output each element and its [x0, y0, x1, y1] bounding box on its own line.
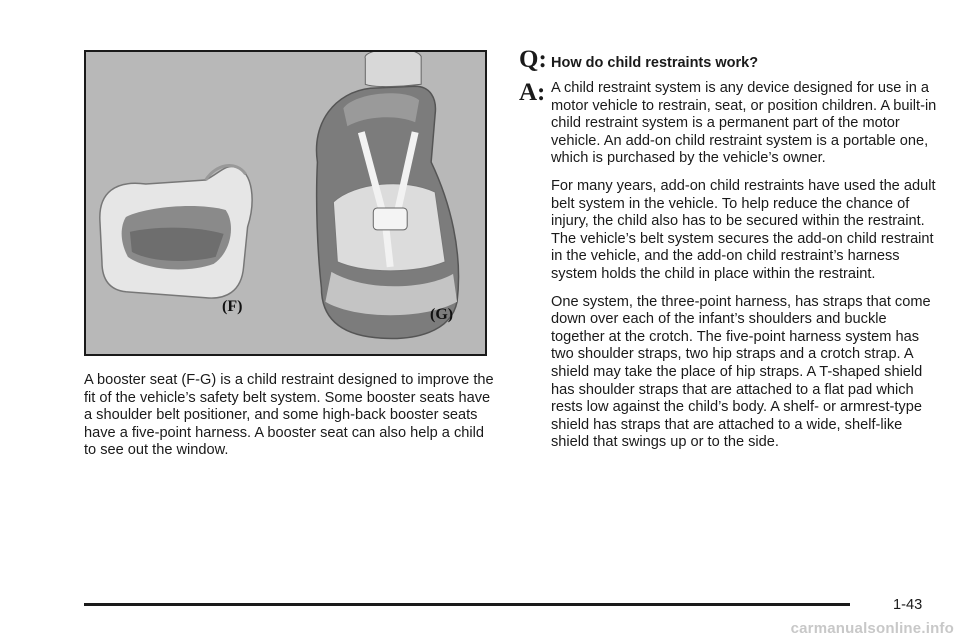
question-marker: Q: [519, 46, 547, 73]
booster-seat-figure [84, 50, 487, 356]
high-back-booster-seat [317, 52, 459, 339]
question-row [519, 47, 939, 73]
answer-block [519, 80, 939, 462]
footer-rule [84, 603, 850, 606]
figure-caption: A booster seat (F-G) is a child restraint designed to improve the fit of the vehicle’s safety belt system. Some booster seats have a shoulder belt positioner, and some high-back booster seats have a five-point harness. A booster seat can also help a child to see out the window. [84, 372, 494, 459]
figure-label-f: (F) [222, 298, 243, 315]
answer-body [551, 80, 939, 462]
backless-booster-seat [100, 166, 252, 299]
figure-label-g: (G) [430, 306, 454, 323]
question-text: How do child restraints work? [551, 55, 759, 71]
answer-paragraph: For many years, add-on child restraints have used the adult belt system in the vehicle. To help reduce the chance of injury, the child also has to be secured within the restraint. The vehicle’s belt system secures the add-on child restraint in the vehicle, and the add-on child restraint’s harness system holds the child in place within the restraint. [551, 177, 936, 282]
answer-paragraph: A child restraint system is any device designed for use in a motor vehicle to restrain, seat, or position children. A built-in child restraint system is a permanent part of the motor vehicle. An add-on child restraint system is a portable one, which is purchased by the vehicle’s owner. [551, 80, 937, 167]
answer-marker: A: [519, 79, 546, 106]
answer-paragraph: One system, the three-point harness, has straps that come down over each of the infant’s shoulders and buckle together at the crotch. The five-point harness system has two shoulder straps, two hip straps and a crotch strap. A shield may take the place of hip straps. A T-shaped shield has shoulder straps that are attached to a flat pad which rests low against the child’s body. A shelf- or armrest-type shield has straps that are attached to a wide, shelf-like shield that swings up or to the side. [551, 293, 931, 451]
page-number: 1-43 [893, 597, 923, 613]
booster-seat-illustration [86, 52, 485, 354]
watermark: carmanualsonline.info [790, 620, 954, 637]
